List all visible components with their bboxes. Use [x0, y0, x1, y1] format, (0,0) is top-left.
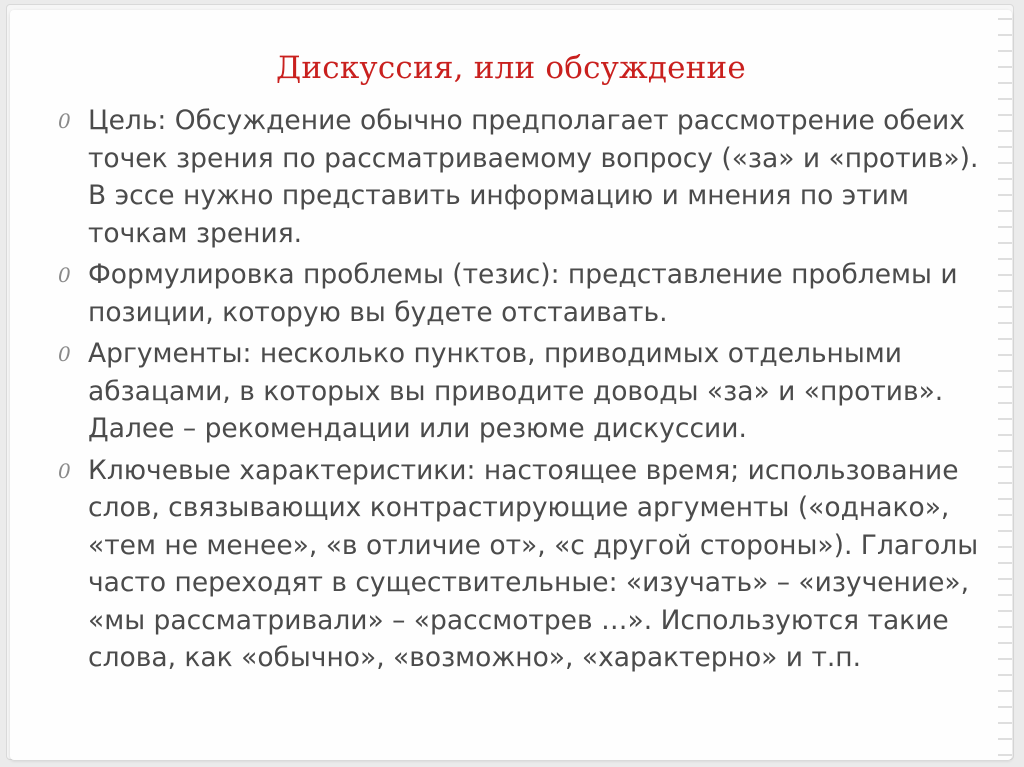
bullet-item-characteristics: [58, 452, 988, 677]
slide-title: Дискуссия, или обсуждение: [276, 50, 746, 86]
bullet-marker-icon: 0: [58, 458, 71, 483]
bullet-marker-icon: 0: [58, 109, 71, 133]
bullet-text: Формулировка проблемы (тезис): представление проблемы и позиции, которую вы будете отстаивать.: [88, 259, 958, 328]
bullet-text: Аргументы: несколько пунктов, приводимых отдельными абзацами, в которых вы приводите доводы «за» и «против». Далее – рекомендации или резюме дискуссии.: [88, 338, 944, 444]
bullet-marker-icon: 0: [58, 342, 71, 366]
slide: [10, 10, 1012, 760]
bullet-item-thesis: [58, 256, 988, 331]
bullet-item-arguments: [58, 335, 988, 448]
slide-content: [58, 102, 988, 681]
bullet-marker-icon: 0: [58, 263, 71, 287]
binder-edge: [998, 10, 1012, 760]
bullet-text: Цель: Обсуждение обычно предполагает рассмотрение обеих точек зрения по рассматриваемому вопросу («за» и «против»). В эссе нужно представить информацию и мнения по этим точкам зрения.: [88, 105, 979, 249]
bullet-item-goal: [58, 102, 988, 252]
bullet-text: Ключевые характеристики: настоящее время; использование слов, связывающих контрастирующие аргументы («однако», «тем не менее», «в отличие от», «с другой стороны»). Глаголы часто переходят в существительные: «изучать» – «изучение», «мы рассматривали» – «рассмотрев …». Используются такие слова, как «обычно», «возможно», «характерно» и т.п.: [88, 454, 979, 673]
